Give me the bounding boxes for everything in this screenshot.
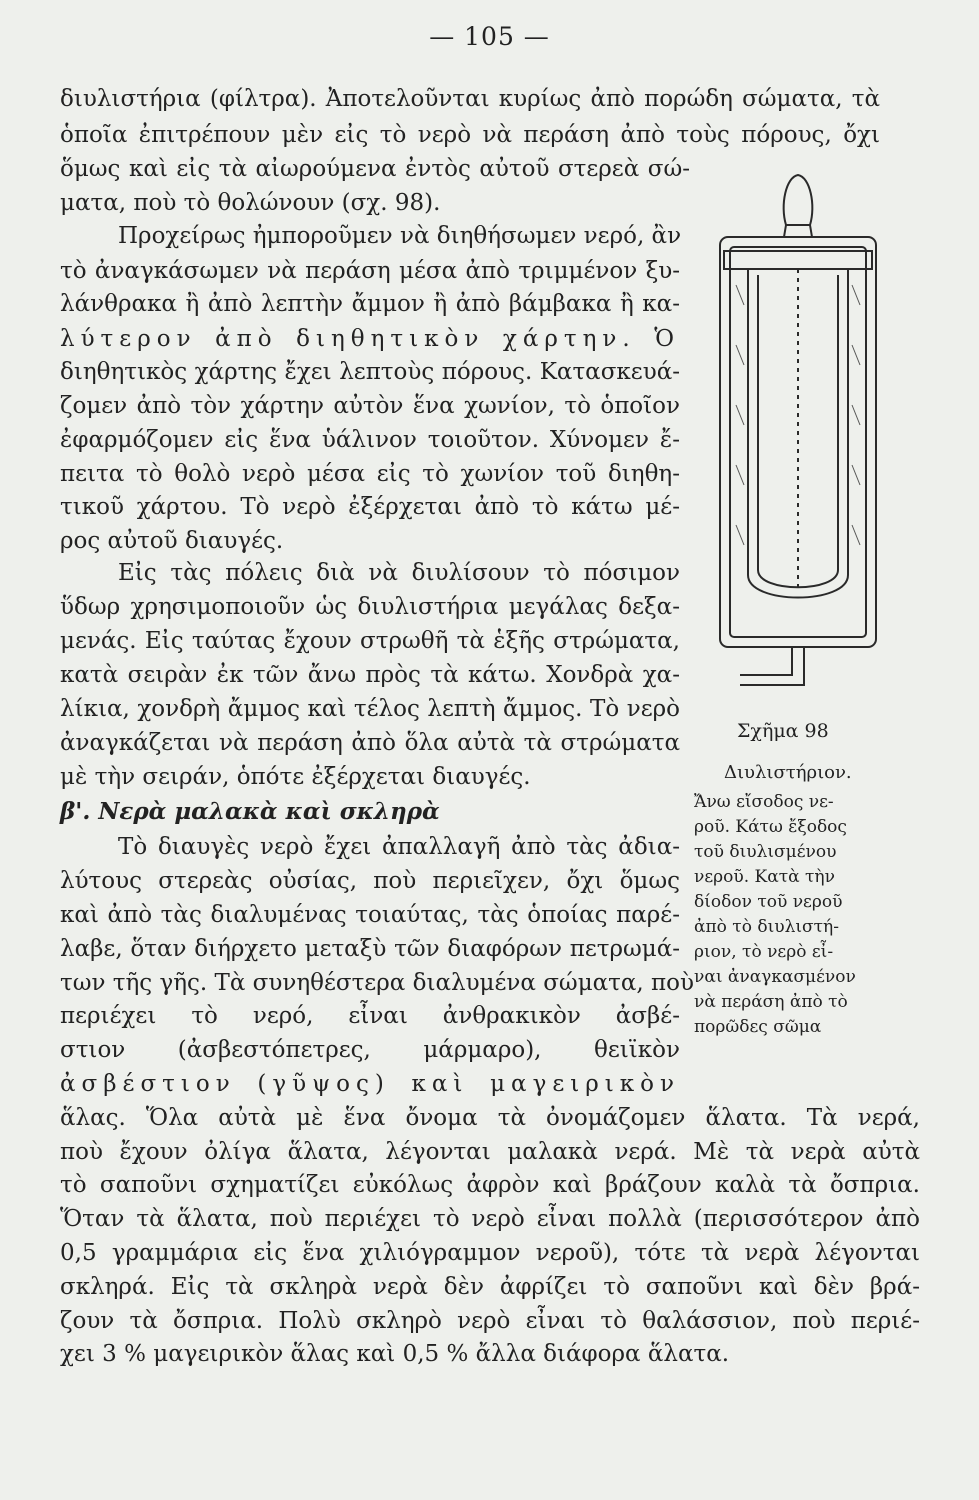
text-line: λίκια, χονδρὴ ἄμμος καὶ τέλος λεπτὴ ἄμμος. Τὸ νερὸ [60, 696, 680, 722]
text-line: Προχείρως ἠμποροῦμεν νὰ διηθήσωμεν νερό, ἂν [118, 223, 682, 249]
text-line: τὸ σαποῦνι σχηματίζει εὐκόλως ἀφρὸν καὶ βράζουν καλὰ τὰ ὄσπρια. [60, 1172, 920, 1198]
text-line: τὸ ἀναγκάσωμεν νὰ περάση μέσα ἀπὸ τριμμένον ξυ- [60, 258, 680, 284]
text-line: ὕδωρ χρησιμοποιοῦν ὡς διυλιστήρια μεγάλας δεξα- [60, 594, 680, 620]
text-line: στιον (ἀσβεστόπετρες, μάρμαρο), θειϊκὸν [60, 1037, 680, 1063]
text-line: ἀσβέστιον (γῦψος) καὶ μαγειρικὸν [60, 1071, 680, 1097]
figure-caption-line: ριον, τὸ νερὸ εἶ- [694, 942, 834, 962]
text-line: των τῆς γῆς. Τὰ συνηθέστερα διαλυμένα σώματα, ποὺ [60, 970, 694, 996]
filter-diagram [700, 165, 900, 725]
text-line: κατὰ σειρὰν ἐκ τῶν ἄνω πρὸς τὰ κάτω. Χονδρὰ χα- [60, 662, 680, 688]
text-line: ἀναγκάζεται νὰ περάση ἀπὸ ὅλα αὐτὰ τὰ στρώματα [60, 730, 680, 756]
text-line: περιέχει τὸ νερό, εἶναι ἀνθρακικὸν ἀσβέ- [60, 1003, 680, 1029]
text-line: μενάς. Εἰς ταύτας ἔχουν στρωθῆ τὰ ἑξῆς στρώματα, [60, 628, 680, 654]
figure-caption-line: νὰ περάση ἀπὸ τὸ [694, 992, 848, 1012]
figure-caption-line: δίοδον τοῦ νεροῦ [694, 892, 843, 912]
figure-subtitle: Διυλιστήριον. [724, 762, 852, 783]
text-line: ποὺ ἔχουν ὀλίγα ἅλατα, λέγονται μαλακὰ νερά. Μὲ τὰ νερὰ αὐτὰ [60, 1139, 920, 1165]
text-line: λύτερον ἀπὸ διηθητικὸν χάρτην. Ὁ [60, 326, 680, 352]
text-line: χει 3 % μαγειρικὸν ἅλας καὶ 0,5 % ἄλλα διάφορα ἅλατα. [60, 1341, 730, 1367]
text-line: διυλιστήρια (φίλτρα). Ἀποτελοῦνται κυρίως ἀπὸ πορώδη σώματα, τὰ [60, 86, 880, 112]
figure-caption-line: ναι ἀναγκασμένον [694, 967, 856, 987]
text-line: ζουν τὰ ὄσπρια. Πολὺ σκληρὸ νερὸ εἶναι τὸ θαλάσσιον, ποὺ περιέ- [60, 1308, 920, 1334]
text-line: σκληρά. Εἰς τὰ σκληρὰ νερὰ δὲν ἀφρίζει τὸ σαποῦνι καὶ δὲν βρά- [60, 1274, 920, 1300]
figure-caption-line: τοῦ διυλισμένου [694, 842, 837, 862]
text-line: διηθητικὸς χάρτης ἔχει λεπτοὺς πόρους. Κατασκευά- [60, 359, 680, 385]
text-line: ματα, ποὺ τὸ θολώνουν (σχ. 98). [60, 190, 441, 216]
text-line: τικοῦ χάρτου. Τὸ νερὸ ἐξέρχεται ἀπὸ τὸ κάτω μέ- [60, 494, 680, 520]
page-number: — 105 — [429, 22, 550, 51]
figure-caption-line: ροῦ. Κάτω ἔξοδος [694, 817, 847, 837]
text-line: ἐφαρμόζομεν εἰς ἕνα ὑάλινον τοιοῦτον. Χύνομεν ἔ- [60, 427, 680, 453]
text-line: μὲ τὴν σειράν, ὁπότε ἐξέρχεται διαυγές. [60, 764, 531, 790]
figure-title: Σχῆμα 98 [737, 720, 829, 742]
text-line: ζομεν ἀπὸ τὸν χάρτην αὐτὸν ἕνα χωνίον, τὸ ὁποῖον [60, 393, 680, 419]
text-line: καὶ ἀπὸ τὰς διαλυμένας τοιαύτας, τὰς ὁποίας παρέ- [60, 902, 680, 928]
section-heading: β'. Νερὰ μαλακὰ καὶ σκληρὰ [60, 798, 440, 825]
text-line: 0,5 γραμμάρια εἰς ἕνα χιλιόγραμμον νεροῦ), τότε τὰ νερὰ λέγονται [60, 1240, 920, 1266]
text-line: Τὸ διαυγὲς νερὸ ἔχει ἀπαλλαγῆ ἀπὸ τὰς ἀδια- [118, 834, 680, 860]
text-line: λαβε, ὅταν διήρχετο μεταξὺ τῶν διαφόρων πετρωμά- [60, 936, 680, 962]
text-line: ρος αὐτοῦ διαυγές. [60, 528, 284, 554]
text-line: Εἰς τὰς πόλεις διὰ νὰ διυλίσουν τὸ πόσιμον [118, 560, 680, 586]
text-line: Ὅταν τὰ ἅλατα, ποὺ περιέχει τὸ νερὸ εἶναι πολλὰ (περισσότερον ἀπὸ [60, 1206, 920, 1232]
text-line: ὁποῖα ἐπιτρέπουν μὲν εἰς τὸ νερὸ νὰ περάση ἀπὸ τοὺς πόρους, ὄχι [60, 122, 880, 148]
text-line: ὅμως καὶ εἰς τὰ αἰωρούμενα ἐντὸς αὐτοῦ στερεὰ σώ- [60, 156, 690, 182]
figure-caption-line: πορῶδες σῶμα [694, 1017, 822, 1037]
text-line: λάνθρακα ἢ ἀπὸ λεπτὴν ἄμμον ἢ ἀπὸ βάμβακα ἢ κα- [60, 291, 680, 317]
figure-caption-line: Ἄνω εἴσοδος νε- [694, 792, 834, 812]
text-line: ἅλας. Ὅλα αὐτὰ μὲ ἕνα ὄνομα τὰ ὀνομάζομεν ἅλατα. Τὰ νερά, [60, 1105, 920, 1131]
figure-caption-line: ἀπὸ τὸ διυλιστή- [694, 917, 839, 937]
figure-caption-line: νεροῦ. Κατὰ τὴν [694, 867, 835, 887]
text-line: πειτα τὸ θολὸ νερὸ μέσα εἰς τὸ χωνίον τοῦ διηθη- [60, 461, 680, 487]
text-line: λύτους στερεὰς οὐσίας, ποὺ περιεῖχεν, ὄχι ὅμως [60, 868, 680, 894]
